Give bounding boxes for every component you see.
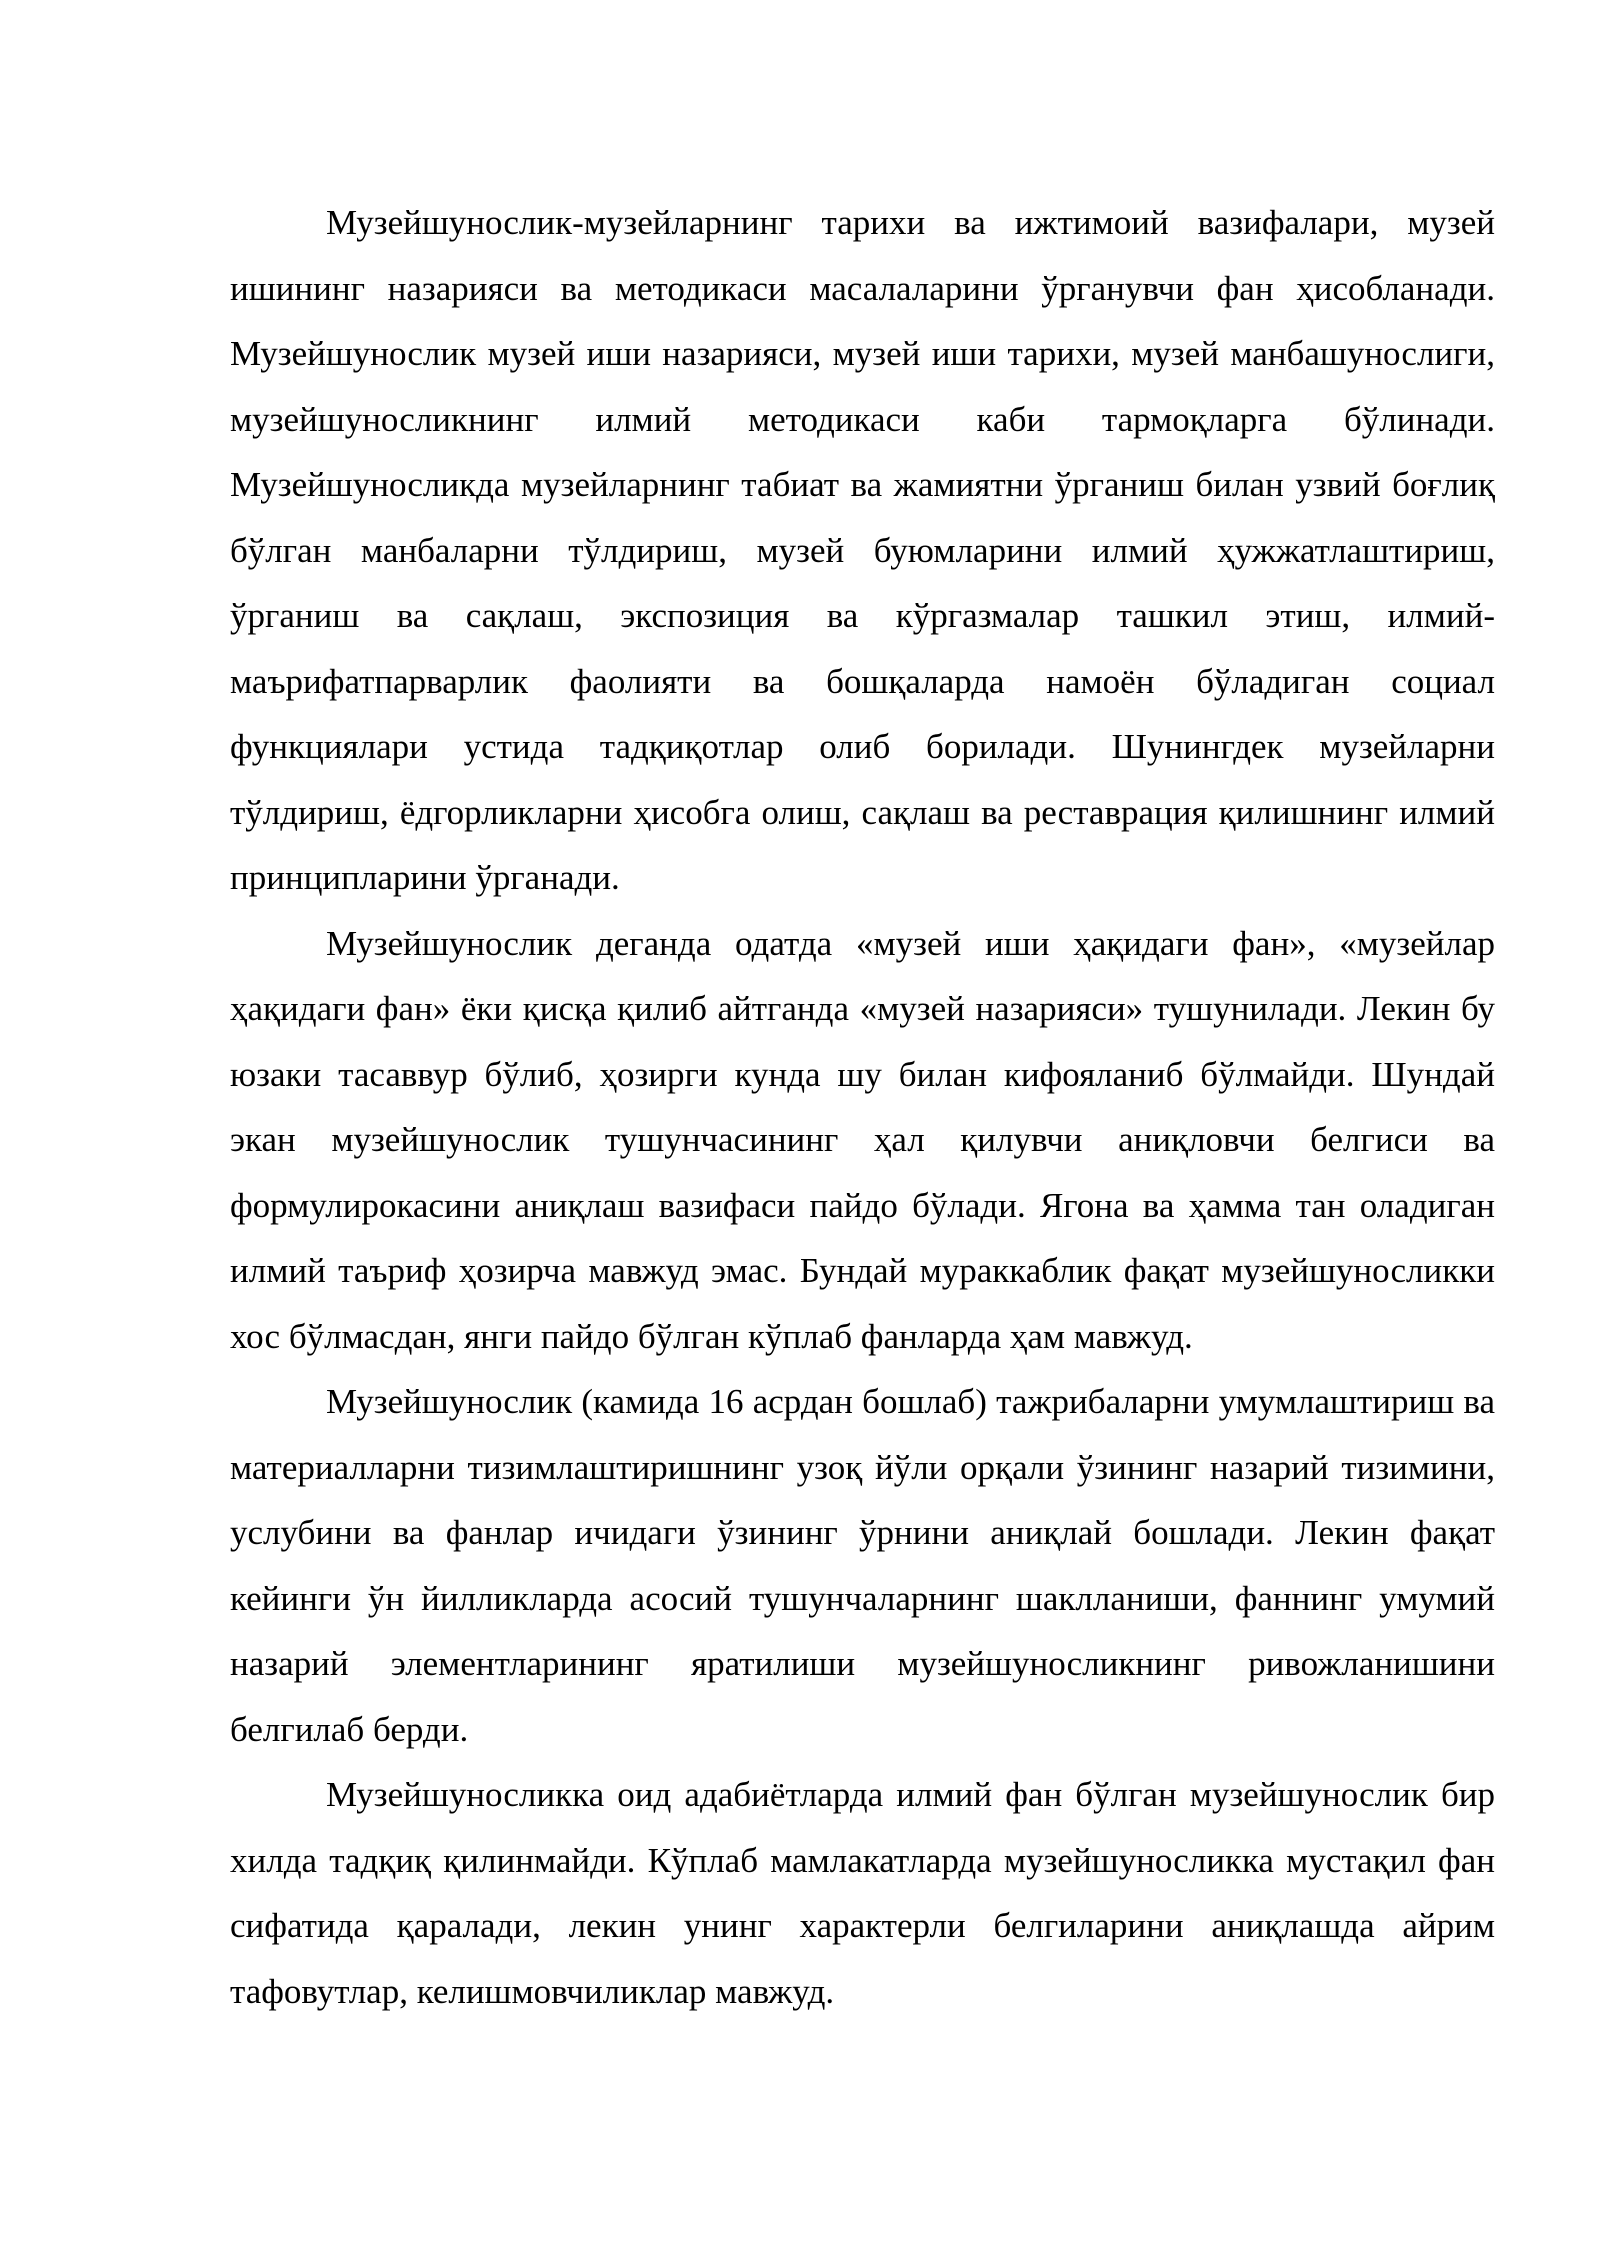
paragraph-3: Музейшунослик (камида 16 асрдан бошлаб) тажрибаларни умумлаштириш ва материалларни тизимлаштиришнинг узоқ йўли орқали ўзининг назарий тизимини, услубини ва фанлар ичидаги ўзининг ўрнини аниқлай бошлади. Лекин фақат кейинги ўн йилликларда асосий тушунчаларнинг шаклланиши, фаннинг умумий назарий элементларининг яратилиши музейшуносликнинг ривожланишини белгилаб берди. (230, 1382, 1495, 1749)
paragraph-4: Музейшуносликка оид адабиётларда илмий фан бўлган музейшунослик бир хилда тадқиқ қилинмайди. Кўплаб мамлакатларда музейшуносликка мустақил фан сифатида қаралади, лекин унинг характерли белгиларини аниқлашда айрим тафовутлар, келишмовчиликлар мавжуд. (230, 1775, 1495, 2011)
paragraph-1: Музейшунослик-музейларнинг тарихи ва ижтимоий вазифалари, музей ишининг назарияси ва методикаси масалаларини ўрганувчи фан ҳисобланади. Музейшунослик музей иши назарияси, музей иши тарихи, музей манбашунослиги, музейшуносликнинг илмий методикаси каби тармоқларга бўлинади. Музейшуносликда музейларнинг табиат ва жамиятни ўрганиш билан узвий боғлиқ бўлган манбаларни тўлдириш, музей буюмларини илмий ҳужжатлаштириш, ўрганиш ва сақлаш, экспозиция ва кўргазмалар ташкил этиш, илмий-маърифатпарварлик фаолияти ва бошқаларда намоён бўладиган социал функциялари устида тадқиқотлар олиб борилади. Шунингдек музейларни тўлдириш, ёдгорликларни ҳисобга олиш, сақлаш ва реставрация қилишнинг илмий принципларини ўрганади. (230, 203, 1495, 897)
paragraph-2: Музейшунослик деганда одатда «музей иши ҳақидаги фан», «музейлар ҳақидаги фан» ёки қисқа қилиб айтганда «музей назарияси» тушунилади. Лекин бу юзаки тасаввур бўлиб, ҳозирги кунда шу билан кифояланиб бўлмайди. Шундай экан музейшунослик тушунчасининг ҳал қилувчи аниқловчи белгиси ва формулирокасини аниқлаш вазифаси пайдо бўлади. Ягона ва ҳамма тан оладиган илмий таъриф ҳозирча мавжуд эмас. Бундай мураккаблик фақат музейшуносликки хос бўлмасдан, янги пайдо бўлган кўплаб фанларда ҳам мавжуд. (230, 923, 1495, 1356)
document-body (230, 190, 1495, 2024)
